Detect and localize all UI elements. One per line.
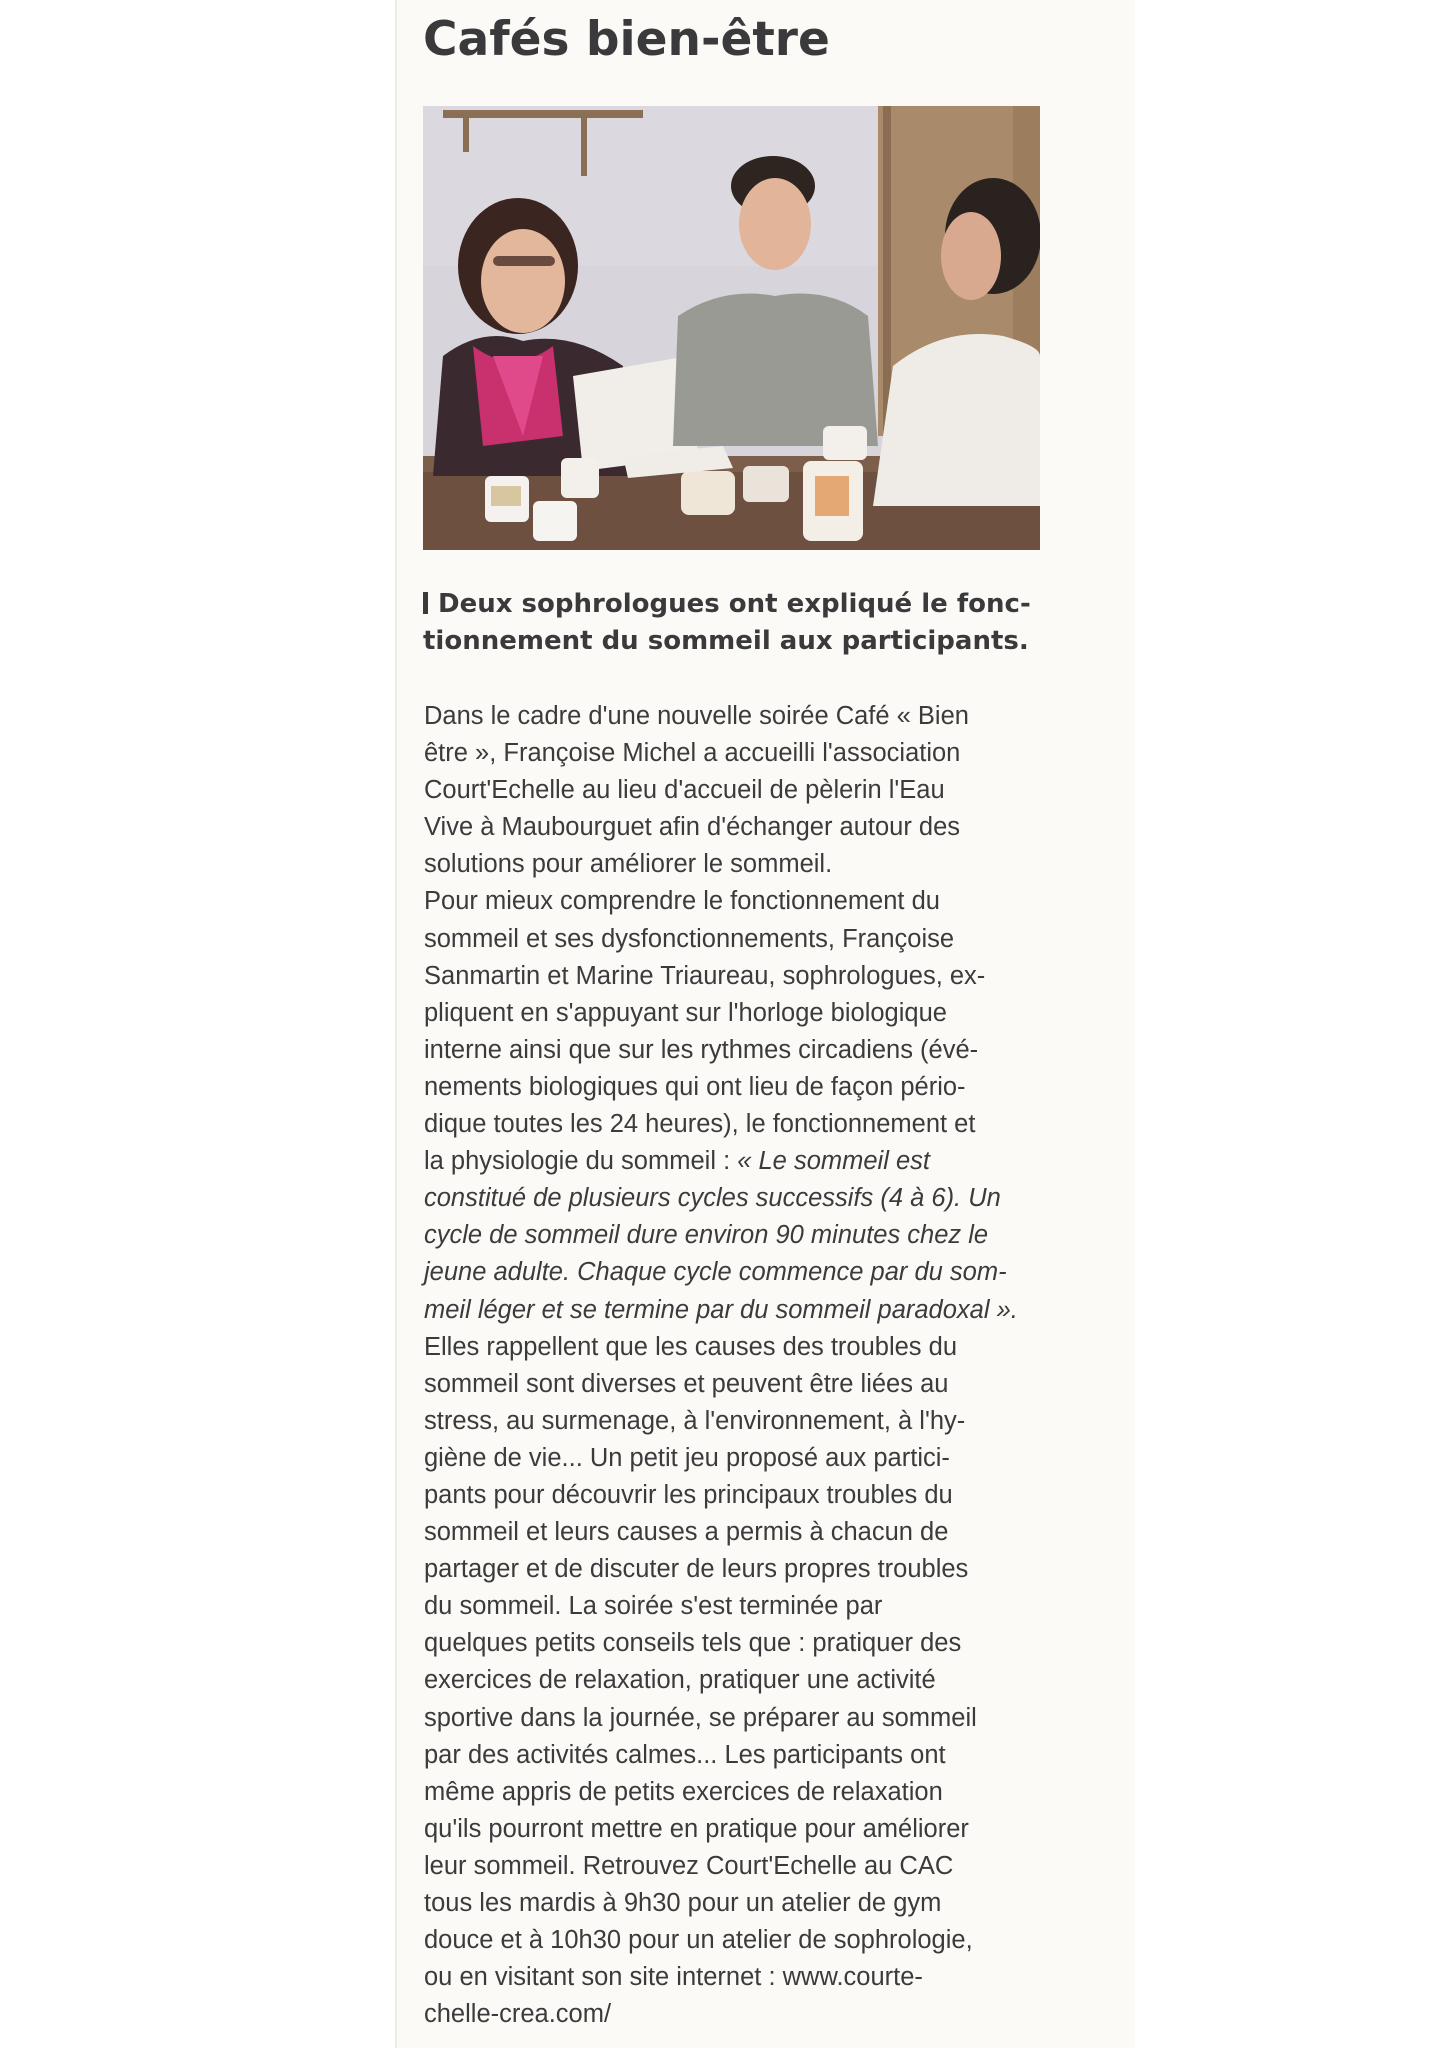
body-line-quote-start: « Le sommeil est xyxy=(737,1147,930,1176)
caption-line-2: tionnement du sommeil aux participants. xyxy=(423,626,1029,656)
body-line-text: même appris de petits exercices de relaxation xyxy=(424,1777,943,1806)
body-line xyxy=(424,1700,1064,1737)
body-line-text: qu'ils pourront mettre en pratique pour améliorer xyxy=(424,1814,969,1843)
body-line xyxy=(424,1996,1064,2033)
body-line-text: giène de vie... Un petit jeu proposé aux partici- xyxy=(424,1443,950,1472)
body-line xyxy=(424,1106,1064,1143)
body-line-text: du sommeil. La soirée s'est terminée par xyxy=(424,1592,883,1621)
body-line-text: leur sommeil. Retrouvez Court'Echelle au CAC xyxy=(424,1851,954,1880)
article-body xyxy=(424,698,1064,2033)
body-line-text: pliquent en s'appuyant sur l'horloge biologique xyxy=(424,998,947,1027)
body-line xyxy=(424,1662,1064,1699)
body-line-text: Court'Echelle au lieu d'accueil de pèlerin l'Eau xyxy=(424,776,945,805)
body-line xyxy=(424,1959,1064,1996)
body-line-text: solutions pour améliorer le sommeil. xyxy=(424,850,833,879)
article-headline: Cafés bien-être xyxy=(423,12,830,67)
body-line-text: tous les mardis à 9h30 pour un atelier de gym xyxy=(424,1889,942,1917)
body-line xyxy=(424,1403,1064,1440)
body-line-text: Pour mieux comprendre le fonctionnement du xyxy=(424,887,940,916)
body-line-text: Sanmartin et Marine Triaureau, sophrologues, ex- xyxy=(424,961,986,990)
body-line-text: Elles rappellent que les causes des troubles du xyxy=(424,1332,957,1361)
body-line-text: cycle de sommeil dure environ 90 minutes chez le xyxy=(424,1221,989,1250)
body-line-text: Vive à Maubourguet afin d'échanger autour des xyxy=(424,813,961,842)
body-line xyxy=(424,1329,1064,1366)
body-line xyxy=(424,1625,1064,1662)
body-line-text: ou en visitant son site internet : www.courte- xyxy=(424,1963,923,1992)
body-line xyxy=(424,1292,1064,1329)
body-line xyxy=(424,1254,1064,1291)
body-line xyxy=(424,1848,1064,1885)
body-line xyxy=(424,921,1064,958)
body-line-text: sportive dans la journée, se préparer au sommeil xyxy=(424,1703,977,1732)
caption-line-1-text: Deux sophrologues ont expliqué le fonc- xyxy=(438,589,1031,619)
body-line xyxy=(424,772,1064,809)
body-line-text: quelques petits conseils tels que : pratiquer des xyxy=(424,1629,962,1658)
body-line-text: pants pour découvrir les principaux troubles du xyxy=(424,1480,953,1509)
body-line xyxy=(424,1366,1064,1403)
body-line-text: jeune adulte. Chaque cycle commence par du som- xyxy=(424,1258,1007,1287)
body-line xyxy=(424,995,1064,1032)
article-photo xyxy=(423,106,1040,550)
body-line xyxy=(424,1588,1064,1625)
body-line-text: Dans le cadre d'une nouvelle soirée Café « Bien xyxy=(424,702,969,730)
body-line xyxy=(424,958,1064,995)
photo-illustration xyxy=(423,106,1040,550)
photo-caption xyxy=(423,586,1043,660)
body-line-text: constitué de plusieurs cycles successifs (4 à 6). Un xyxy=(424,1184,1001,1213)
body-line-text: partager et de discuter de leurs propres troubles xyxy=(424,1555,969,1584)
body-line xyxy=(424,735,1064,772)
body-line-text: chelle-crea.com/ xyxy=(424,2000,612,2029)
body-line-text: dique toutes les 24 heures), le fonctionnement et xyxy=(424,1110,976,1139)
body-line xyxy=(424,1774,1064,1811)
body-line xyxy=(424,809,1064,846)
body-line-text: par des activités calmes... Les participants ont xyxy=(424,1740,946,1769)
body-line-text: être », Françoise Michel a accueilli l'association xyxy=(424,739,961,768)
caption-line-1 xyxy=(423,586,1043,623)
body-line xyxy=(424,1737,1064,1774)
body-line xyxy=(424,1032,1064,1069)
body-line xyxy=(424,1477,1064,1514)
body-line xyxy=(424,1922,1064,1959)
body-line-text: stress, au surmenage, à l'environnement, à l'hy- xyxy=(424,1406,966,1435)
body-line-text: sommeil et leurs causes a permis à chacun de xyxy=(424,1518,949,1547)
body-line xyxy=(424,883,1064,920)
body-line xyxy=(424,1440,1064,1477)
body-line-text: meil léger et se termine par du sommeil paradoxal ». xyxy=(424,1295,1018,1324)
body-line xyxy=(424,698,1064,735)
body-line xyxy=(424,1885,1064,1922)
body-line-text: douce et à 10h30 pour un atelier de sophrologie, xyxy=(424,1926,973,1955)
body-line-text: sommeil sont diverses et peuvent être liées au xyxy=(424,1369,949,1398)
body-line-text: interne ainsi que sur les rythmes circadiens (évé- xyxy=(424,1035,979,1064)
body-line-text: nements biologiques qui ont lieu de façon pério- xyxy=(424,1072,966,1101)
body-line xyxy=(424,1811,1064,1848)
body-line xyxy=(424,1069,1064,1106)
body-line-text: exercices de relaxation, pratiquer une activité xyxy=(424,1666,936,1695)
body-line-text: la physiologie du sommeil : xyxy=(424,1147,738,1176)
clipping-edge xyxy=(395,0,397,2048)
body-line xyxy=(424,1217,1064,1254)
body-line xyxy=(424,846,1064,883)
body-line-text: sommeil et ses dysfonctionnements, Françoise xyxy=(424,924,955,953)
body-line xyxy=(424,1551,1064,1588)
body-line xyxy=(424,1514,1064,1551)
body-line xyxy=(424,1143,1064,1180)
caption-bullet-mark xyxy=(423,592,428,614)
body-line xyxy=(424,1180,1064,1217)
